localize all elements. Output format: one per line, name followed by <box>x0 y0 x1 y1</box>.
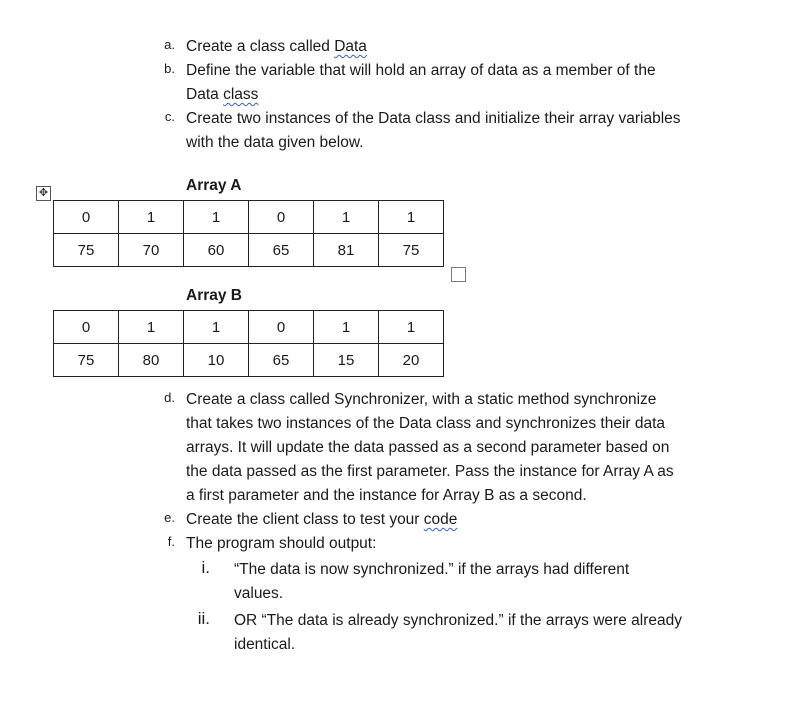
list-marker-b: b. <box>164 61 175 76</box>
table-cell[interactable]: 1 <box>184 201 249 234</box>
array-b-title: Array B <box>186 287 242 304</box>
list-marker-a: a. <box>164 37 175 52</box>
list-marker-c: c. <box>164 109 175 124</box>
table-cell[interactable]: 75 <box>54 344 119 377</box>
table-cell[interactable]: 60 <box>184 234 249 267</box>
table-cell[interactable]: 1 <box>119 311 184 344</box>
list-marker-f: f. <box>167 534 175 549</box>
list-text-a: Create a class called Data <box>186 38 367 55</box>
array-a-title: Array A <box>186 177 242 194</box>
list-text-e: Create the client class to test your code <box>186 511 458 528</box>
table-cell[interactable]: 0 <box>249 201 314 234</box>
table-cell[interactable]: 1 <box>379 201 444 234</box>
table-cell[interactable]: 75 <box>379 234 444 267</box>
array-b-table <box>53 310 444 377</box>
table-cell[interactable]: 0 <box>54 311 119 344</box>
list-text-d-line1: Create a class called Synchronizer, with a static method synchronize <box>186 391 657 408</box>
table-cell[interactable]: 75 <box>54 234 119 267</box>
sub-text-ii-line1: OR “The data is already synchronized.” if the arrays were already <box>234 612 682 629</box>
list-text-b-line1: Define the variable that will hold an array of data as a member of the <box>186 62 656 79</box>
table-row <box>54 344 444 377</box>
list-text-d-line2: that takes two instances of the Data class and synchronizes their data <box>186 415 666 432</box>
table-cell[interactable]: 0 <box>54 201 119 234</box>
list-marker-e: e. <box>164 510 175 525</box>
sub-marker-ii: ii. <box>197 609 210 628</box>
list-marker-d: d. <box>164 390 175 405</box>
array-a-table <box>53 200 444 267</box>
resize-handle-icon[interactable] <box>451 267 466 282</box>
spellcheck-word-data[interactable]: Data <box>334 38 367 55</box>
spellcheck-word-code[interactable]: code <box>423 511 458 528</box>
sub-text-i-line1: “The data is now synchronized.” if the arrays had different <box>234 561 630 578</box>
sub-text-ii-line2: identical. <box>234 636 296 653</box>
table-cell[interactable]: 80 <box>119 344 184 377</box>
table-row <box>54 311 444 344</box>
list-text-c-line1: Create two instances of the Data class and initialize their array variables <box>186 110 681 127</box>
table-cell[interactable]: 1 <box>314 201 379 234</box>
table-cell[interactable]: 1 <box>184 311 249 344</box>
list-text-b-line2: Data class <box>186 86 259 103</box>
table-cell[interactable]: 1 <box>379 311 444 344</box>
table-row <box>54 234 444 267</box>
spellcheck-word-class[interactable]: class <box>223 86 259 103</box>
table-cell[interactable]: 20 <box>379 344 444 377</box>
list-text-c-line2: with the data given below. <box>186 134 364 151</box>
list-text-d-line4: the data passed as the first parameter. Pass the instance for Array A as <box>186 463 674 480</box>
list-text-d-line5: a first parameter and the instance for Array B as a second. <box>186 487 587 504</box>
sub-marker-i: i. <box>201 558 210 577</box>
table-row <box>54 201 444 234</box>
list-text-d-line3: arrays. It will update the data passed as a second parameter based on <box>186 439 670 456</box>
table-cell[interactable]: 10 <box>184 344 249 377</box>
table-cell[interactable]: 1 <box>314 311 379 344</box>
table-cell[interactable]: 0 <box>249 311 314 344</box>
table-cell[interactable]: 1 <box>119 201 184 234</box>
table-cell[interactable]: 81 <box>314 234 379 267</box>
sub-text-i-line2: values. <box>234 585 284 602</box>
table-cell[interactable]: 15 <box>314 344 379 377</box>
move-handle-icon[interactable]: ✥ <box>36 186 51 201</box>
table-cell[interactable]: 65 <box>249 344 314 377</box>
list-text-f: The program should output: <box>186 535 377 552</box>
table-cell[interactable]: 65 <box>249 234 314 267</box>
table-cell[interactable]: 70 <box>119 234 184 267</box>
